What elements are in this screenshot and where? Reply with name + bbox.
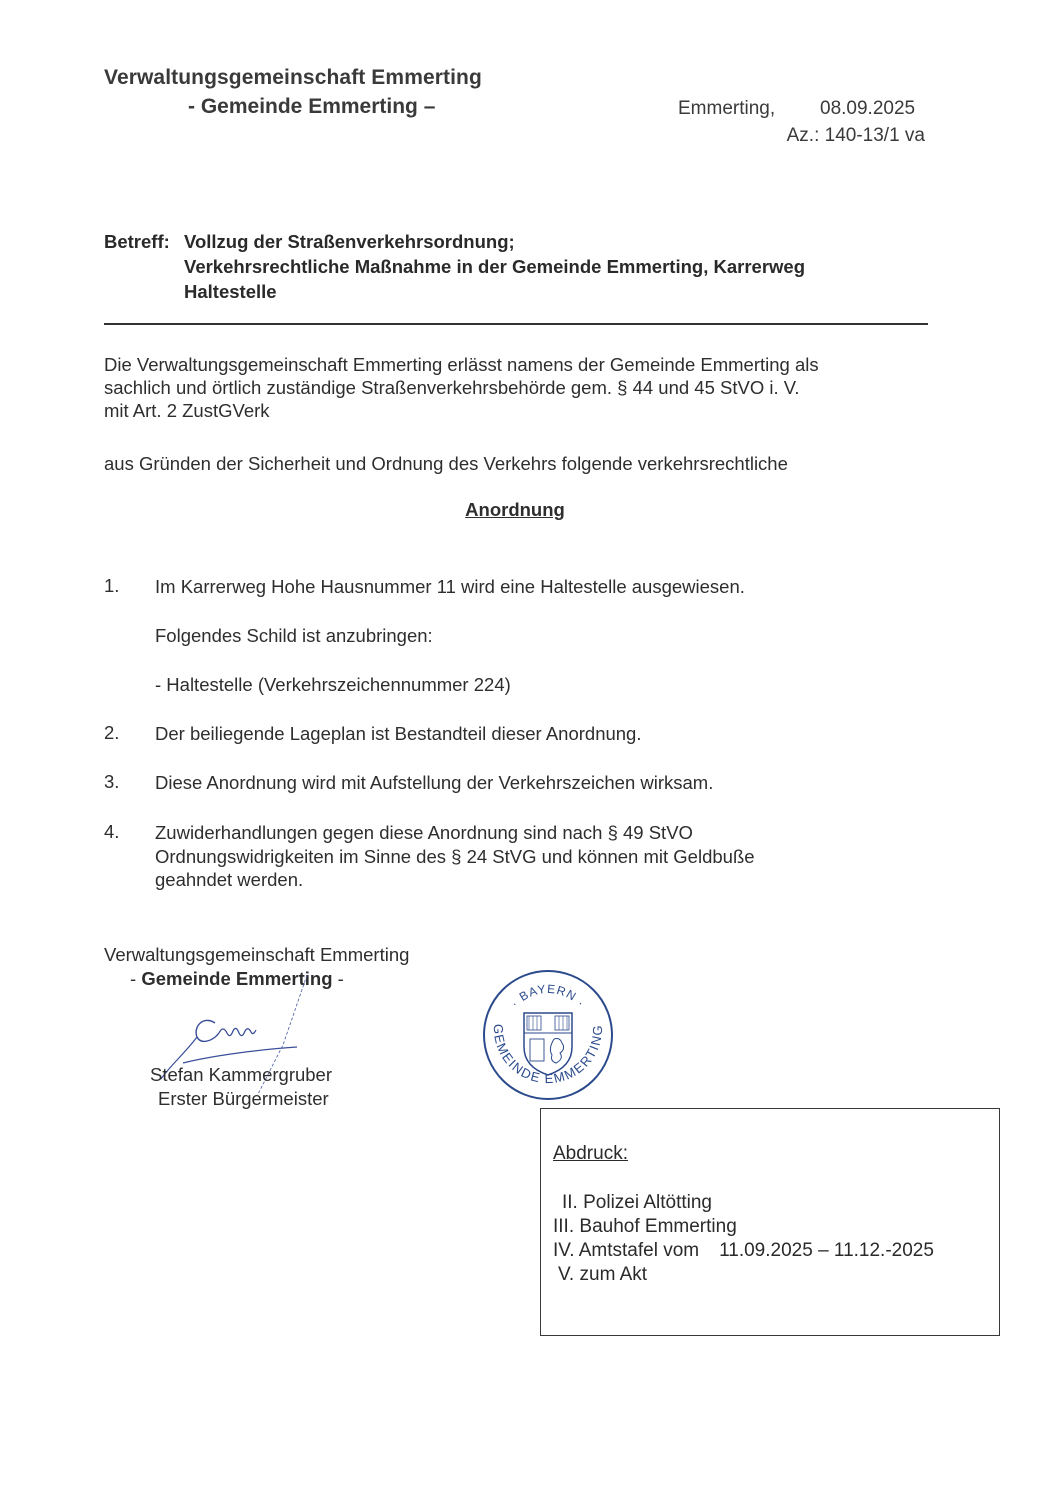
item-4-line-2: Ordnungswidrigkeiten im Sinne des § 24 StVG und können mit Geldbuße bbox=[155, 845, 755, 867]
subject-block bbox=[104, 229, 805, 304]
copies-title: Abdruck: bbox=[553, 1143, 628, 1164]
item-4-text bbox=[155, 821, 755, 892]
signature-authority: Verwaltungsgemeinschaft Emmerting bbox=[104, 944, 410, 965]
svg-text:· BAYERN ·: · BAYERN · bbox=[507, 981, 589, 1011]
item-3-text: Diese Anordnung wird mit Aufstellung der Verkehrszeichen wirksam. bbox=[155, 772, 714, 793]
item-4-line-3: geahndet werden. bbox=[155, 869, 304, 890]
intro-paragraph bbox=[104, 353, 819, 422]
item-1-sign-type: - Haltestelle (Verkehrszeichennummer 224) bbox=[155, 674, 511, 695]
item-1-number: 1. bbox=[104, 575, 120, 596]
copy-entry-3: III. Bauhof Emmerting bbox=[553, 1216, 737, 1237]
order-heading: Anordnung bbox=[465, 499, 565, 520]
item-1-text: Im Karrerweg Hohe Hausnummer 11 wird eine Haltestelle ausgewiesen. bbox=[155, 576, 745, 597]
letter-date: 08.09.2025 bbox=[820, 98, 916, 119]
letter-place: Emmerting, bbox=[678, 98, 776, 119]
subject-line-3: Haltestelle bbox=[184, 281, 277, 302]
subject-label: Betreff: bbox=[104, 231, 170, 252]
item-2-number: 2. bbox=[104, 722, 120, 743]
copy-entry-2: II. Polizei Altötting bbox=[562, 1192, 712, 1213]
signatory-title: Erster Bürgermeister bbox=[158, 1088, 329, 1109]
item-3-number: 3. bbox=[104, 771, 120, 792]
copies-box bbox=[540, 1108, 1000, 1336]
item-4-line-1: Zuwiderhandlungen gegen diese Anordnung sind nach § 49 StVO bbox=[155, 822, 693, 843]
svg-text:GEMEINDE EMMERTING: GEMEINDE EMMERTING bbox=[490, 1023, 606, 1087]
signatory-name: Stefan Kammergruber bbox=[150, 1064, 333, 1085]
subject-line-1: Vollzug der Straßenverkehrsordnung; bbox=[184, 231, 515, 252]
item-1-sign-instruction: Folgendes Schild ist anzubringen: bbox=[155, 625, 433, 646]
letterhead-authority: Verwaltungsgemeinschaft Emmerting bbox=[104, 66, 482, 89]
intro-line-3: mit Art. 2 ZustGVerk bbox=[104, 400, 270, 421]
item-2-text: Der beiliegende Lageplan ist Bestandteil dieser Anordnung. bbox=[155, 723, 642, 744]
signature-municipality-name: Gemeinde Emmerting bbox=[141, 968, 333, 989]
intro-line-1: Die Verwaltungsgemeinschaft Emmerting erlässt namens der Gemeinde Emmerting als bbox=[104, 354, 819, 375]
letterhead-municipality: - Gemeinde Emmerting – bbox=[188, 95, 436, 118]
divider-line bbox=[104, 323, 928, 325]
reason-line: aus Gründen der Sicherheit und Ordnung des Verkehrs folgende verkehrsrechtliche bbox=[104, 453, 788, 474]
item-4-number: 4. bbox=[104, 821, 120, 842]
copy-entry-4: IV. Amtstafel vom 11.09.2025 – 11.12.-2025 bbox=[553, 1240, 934, 1261]
subject-line-2: Verkehrsrechtliche Maßnahme in der Gemeinde Emmerting, Karrerweg bbox=[184, 256, 805, 277]
intro-line-2: sachlich und örtlich zuständige Straßenverkehrsbehörde gem. § 44 und 45 StVO i. V. bbox=[104, 377, 800, 398]
reference-number: Az.: 140-13/1 va bbox=[786, 125, 925, 146]
posting-date-range: 11.09.2025 – 11.12.-2025 bbox=[719, 1240, 934, 1261]
signature-municipality: - Gemeinde Emmerting - bbox=[130, 968, 344, 989]
municipal-seal-icon bbox=[480, 967, 616, 1103]
copy-entry-5: V. zum Akt bbox=[558, 1264, 648, 1285]
